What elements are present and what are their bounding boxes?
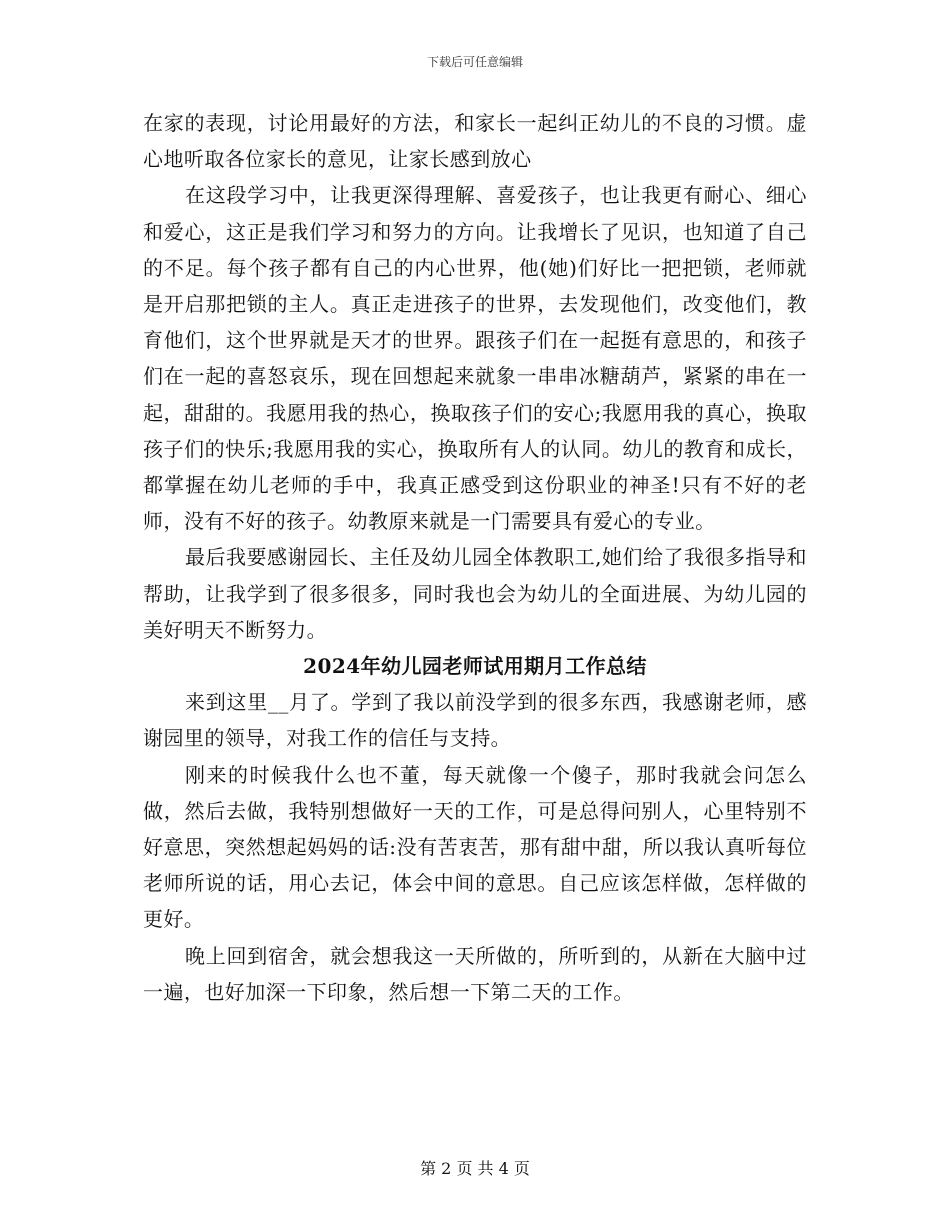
section-title: 2024年幼儿园老师试用期月工作总结 bbox=[303, 654, 647, 679]
page-number: 第 2 页 共 4 页 bbox=[420, 1159, 530, 1178]
paragraph: 来到这里__月了。学到了我以前没学到的很多东西，我感谢老师，感谢园里的领导，对我工作的信任与支持。 bbox=[143, 690, 807, 751]
paragraph: 刚来的时候我什么也不董，每天就像一个傻子，那时我就会问怎么做，然后去做，我特别想做好一天的工作，可是总得问别人，心里特别不好意思，突然想起妈妈的话:没有苦衷苦，那有甜中甜，所以我认真听每位老师所说的话，用心去记，体会中间的意思。自己应该怎样做，怎样做的更好。 bbox=[143, 762, 807, 932]
document-body bbox=[143, 105, 807, 1010]
paragraph: 在这段学习中，让我更深得理解、喜爱孩子，也让我更有耐心、细心和爱心，这正是我们学习和努力的方向。让我增长了见识，也知道了自己的不足。每个孩子都有自己的内心世界，他(她)们好比一把把锁，老师就是开启那把锁的主人。真正走进孩子的世界，去发现他们，改变他们，教育他们，这个世界就是天才的世界。跟孩子们在一起挺有意思的，和孩子们在一起的喜怒哀乐，现在回想起来就象一串串冰糖葫芦，紧紧的串在一起，甜甜的。我愿用我的热心，换取孩子们的安心;我愿用我的真心，换取孩子们的快乐;我愿用我的实心，换取所有人的认同。幼儿的教育和成长，都掌握在幼儿老师的手中，我真正感受到这份职业的神圣!只有不好的老师，没有不好的孩子。幼教原来就是一门需要具有爱心的专业。 bbox=[143, 183, 807, 534]
page-header: 下载后可任意编辑 bbox=[426, 55, 523, 69]
paragraph: 晚上回到宿舍，就会想我这一天所做的，所听到的，从新在大脑中过一遍，也好加深一下印象，然后想一下第二天的工作。 bbox=[143, 943, 807, 1004]
paragraph: 在家的表现，讨论用最好的方法，和家长一起纠正幼儿的不良的习惯。虚心地听取各位家长的意见，让家长感到放心 bbox=[143, 111, 807, 172]
paragraph: 最后我要感谢园长、主任及幼儿园全体教职工,她们给了我很多指导和帮助，让我学到了很多很多，同时我也会为幼儿的全面进展、为幼儿园的美好明天不断努力。 bbox=[143, 545, 807, 642]
